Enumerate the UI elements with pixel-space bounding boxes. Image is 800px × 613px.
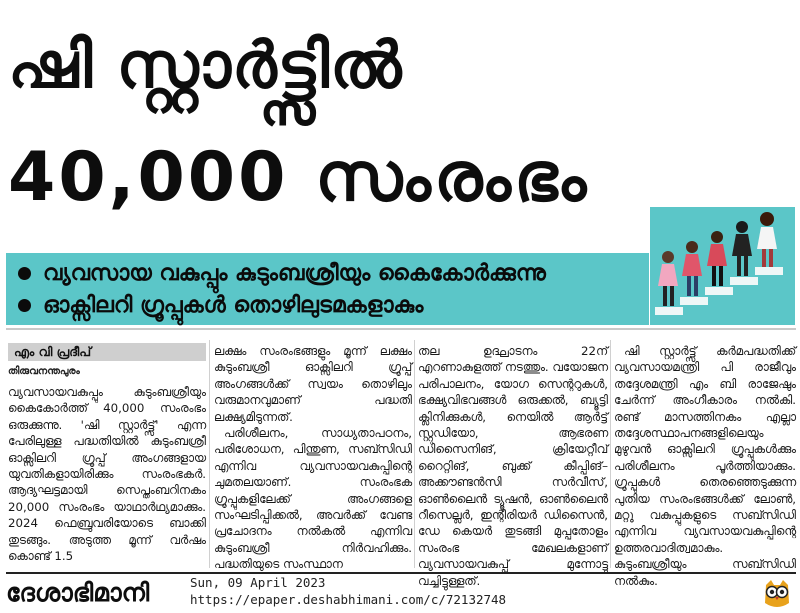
highlight-text-2: ഓക്സിലറി ഗ്രൂപ്പുകൾ തൊഴിലുടമകളാകും: [43, 292, 424, 318]
article-column-2: [214, 343, 412, 572]
column-divider: [414, 340, 415, 568]
column-3-paragraph-1: തല ഉദ്ഘാടനം 22ന് എറണാകുളത്ത് നടത്തും. വയോജന പരിപാലനം, യോഗ സെന്ററുകൾ, ഭക്ഷ്യവിഭവങ്ങൾ ഒരുക്കൽ, ബ്യൂട്ടി ക്ലിനിക്കുകൾ, നെയിൽ ആർട്ട് സ്റ്റുഡിയോ, ആഭരണ ഡിസൈനിങ്, ക്രിയേറ്റീവ് റൈറ്റിങ്, ബുക്ക് കീപ്പിങ്– അക്കൗണ്ടൻസി സർവീസ്, ഓൺലൈൻ ട്യൂഷൻ, ഓൺലൈൻ റീസെല്ലർ, ഇന്റീരിയർ ഡിസൈൻ, ഡേ കെയർ തുടങ്ങി മുപ്പതോളം സംരംഭ മേഖലകളാണ് വ്യവസായവകുപ്പ് മുന്നോട്ടു വച്ചിട്ടുള്ളത്.: [418, 344, 608, 588]
article-column-1: [8, 384, 206, 568]
bullet-dot-icon: [18, 299, 31, 312]
column-divider: [610, 340, 611, 568]
highlight-text-1: വ്യവസായ വകുപ്പും കുടുംബശ്രീയും കൈകോർക്കുന്നു: [43, 260, 546, 286]
women-climbing-stairs-illustration: [650, 207, 795, 325]
footer-divider: [6, 572, 796, 574]
column-divider: [209, 340, 210, 568]
headline-line-2: 40,000 സംരംഭം: [8, 138, 590, 217]
article-column-3: [418, 343, 608, 588]
epaper-url[interactable]: https://epaper.deshabhimani.com/c/72132748: [190, 592, 507, 607]
byline: എം വി പ്രദീപ്: [8, 343, 206, 361]
highlight-item-2: [18, 290, 423, 320]
owl-logo-icon: [760, 577, 794, 611]
bullet-dot-icon: [18, 267, 31, 280]
section-divider: [6, 328, 796, 330]
column-2-paragraph-1: ലക്ഷം സംരംഭങ്ങളും മൂന്ന് ലക്ഷം കുടുംബശ്രീ ഓക്സിലറി ഗ്രൂപ്പ് അംഗങ്ങൾക്ക് സ്വയം തൊഴിലും വരുമാനവുമാണ് പദ്ധതി ലക്ഷ്യമിടുന്നത്.: [214, 344, 412, 424]
column-2-paragraph-2: പരിശീലനം, സാധ്യതാപഠനം, പരിശോധന, പിന്തുണ, സബ്സിഡി എന്നിവ വ്യവസായവകുപ്പിന്റെ ചുമതലയാണ്. സംരംഭക ഗ്രൂപ്പുകളിലേക്ക് അംഗങ്ങളെ സംഘടിപ്പിക്കൽ, അവർക്ക് വേണ്ട പ്രചോദനം നൽകൽ എന്നിവ കുടുംബശ്രീ നിർവഹിക്കും. പദ്ധതിയുടെ സംസ്ഥാന: [214, 426, 412, 572]
dateline: തിരുവനന്തപുരം: [8, 366, 80, 377]
column-1-paragraph-1: വ്യവസായവകുപ്പും കുടുംബശ്രീയും കൈകോർത്ത് 40,000 സംരംഭം ഒരുക്കുന്നു. 'ഷി സ്റ്റാർട്ട്സ്' എന്ന പേരിലുള്ള പദ്ധതിയിൽ കുടുംബശ്രീ ഓക്സിലറി ഗ്രൂപ്പ് അംഗങ്ങളായ യുവതികളായിരിക്കും സംരംഭകർ. ആദ്യഘട്ടമായി സെപ്തംബറിനകം 20,000 സംരംഭം യാഥാർഥ്യമാക്കും. 2024 ഫെബ്രുവരിയോടെ ബാക്കി തുടങ്ങും. അടുത്ത മൂന്ന് വർഷം കൊണ്ട് 1.5: [8, 385, 206, 564]
column-4-paragraph-1: ഷി സ്റ്റാർട്ട്സ് കർമപദ്ധതിക്ക് വ്യവസായമന്ത്രി പി രാജീവും തദ്ദേശമന്ത്രി എം ബി രാജേഷും ചേർന്ന് അംഗീകാരം നൽകി. രണ്ട് മാസത്തിനകം എല്ലാ തദ്ദേശസ്ഥാപനങ്ങളിലെയും മുഴുവൻ ഓക്സിലറി ഗ്രൂപ്പുകൾക്കും പരിശീലനം പൂർത്തിയാക്കും. ഗ്രൂപ്പുകൾ തെരഞ്ഞെടുക്കുന്ന പുതിയ സംരംഭങ്ങൾക്ക് ലോൺ, മറ്റു വകുപ്പുകളുടെ സബ്സിഡി എന്നിവ വ്യവസായവകുപ്പിന്റെ ഉത്തരവാദിത്വമാകും. കുടുംബശ്രീയും സബ്സിഡി നൽകും.: [614, 344, 796, 588]
article-column-4: [614, 343, 796, 588]
edition-date: Sun, 09 April 2023: [190, 575, 326, 590]
publication-logo: ദേശാഭിമാനി: [6, 578, 150, 607]
highlight-item-1: [18, 258, 546, 288]
headline-line-1: ഷി സ്റ്റാർട്ട്സിൽ: [8, 29, 403, 103]
